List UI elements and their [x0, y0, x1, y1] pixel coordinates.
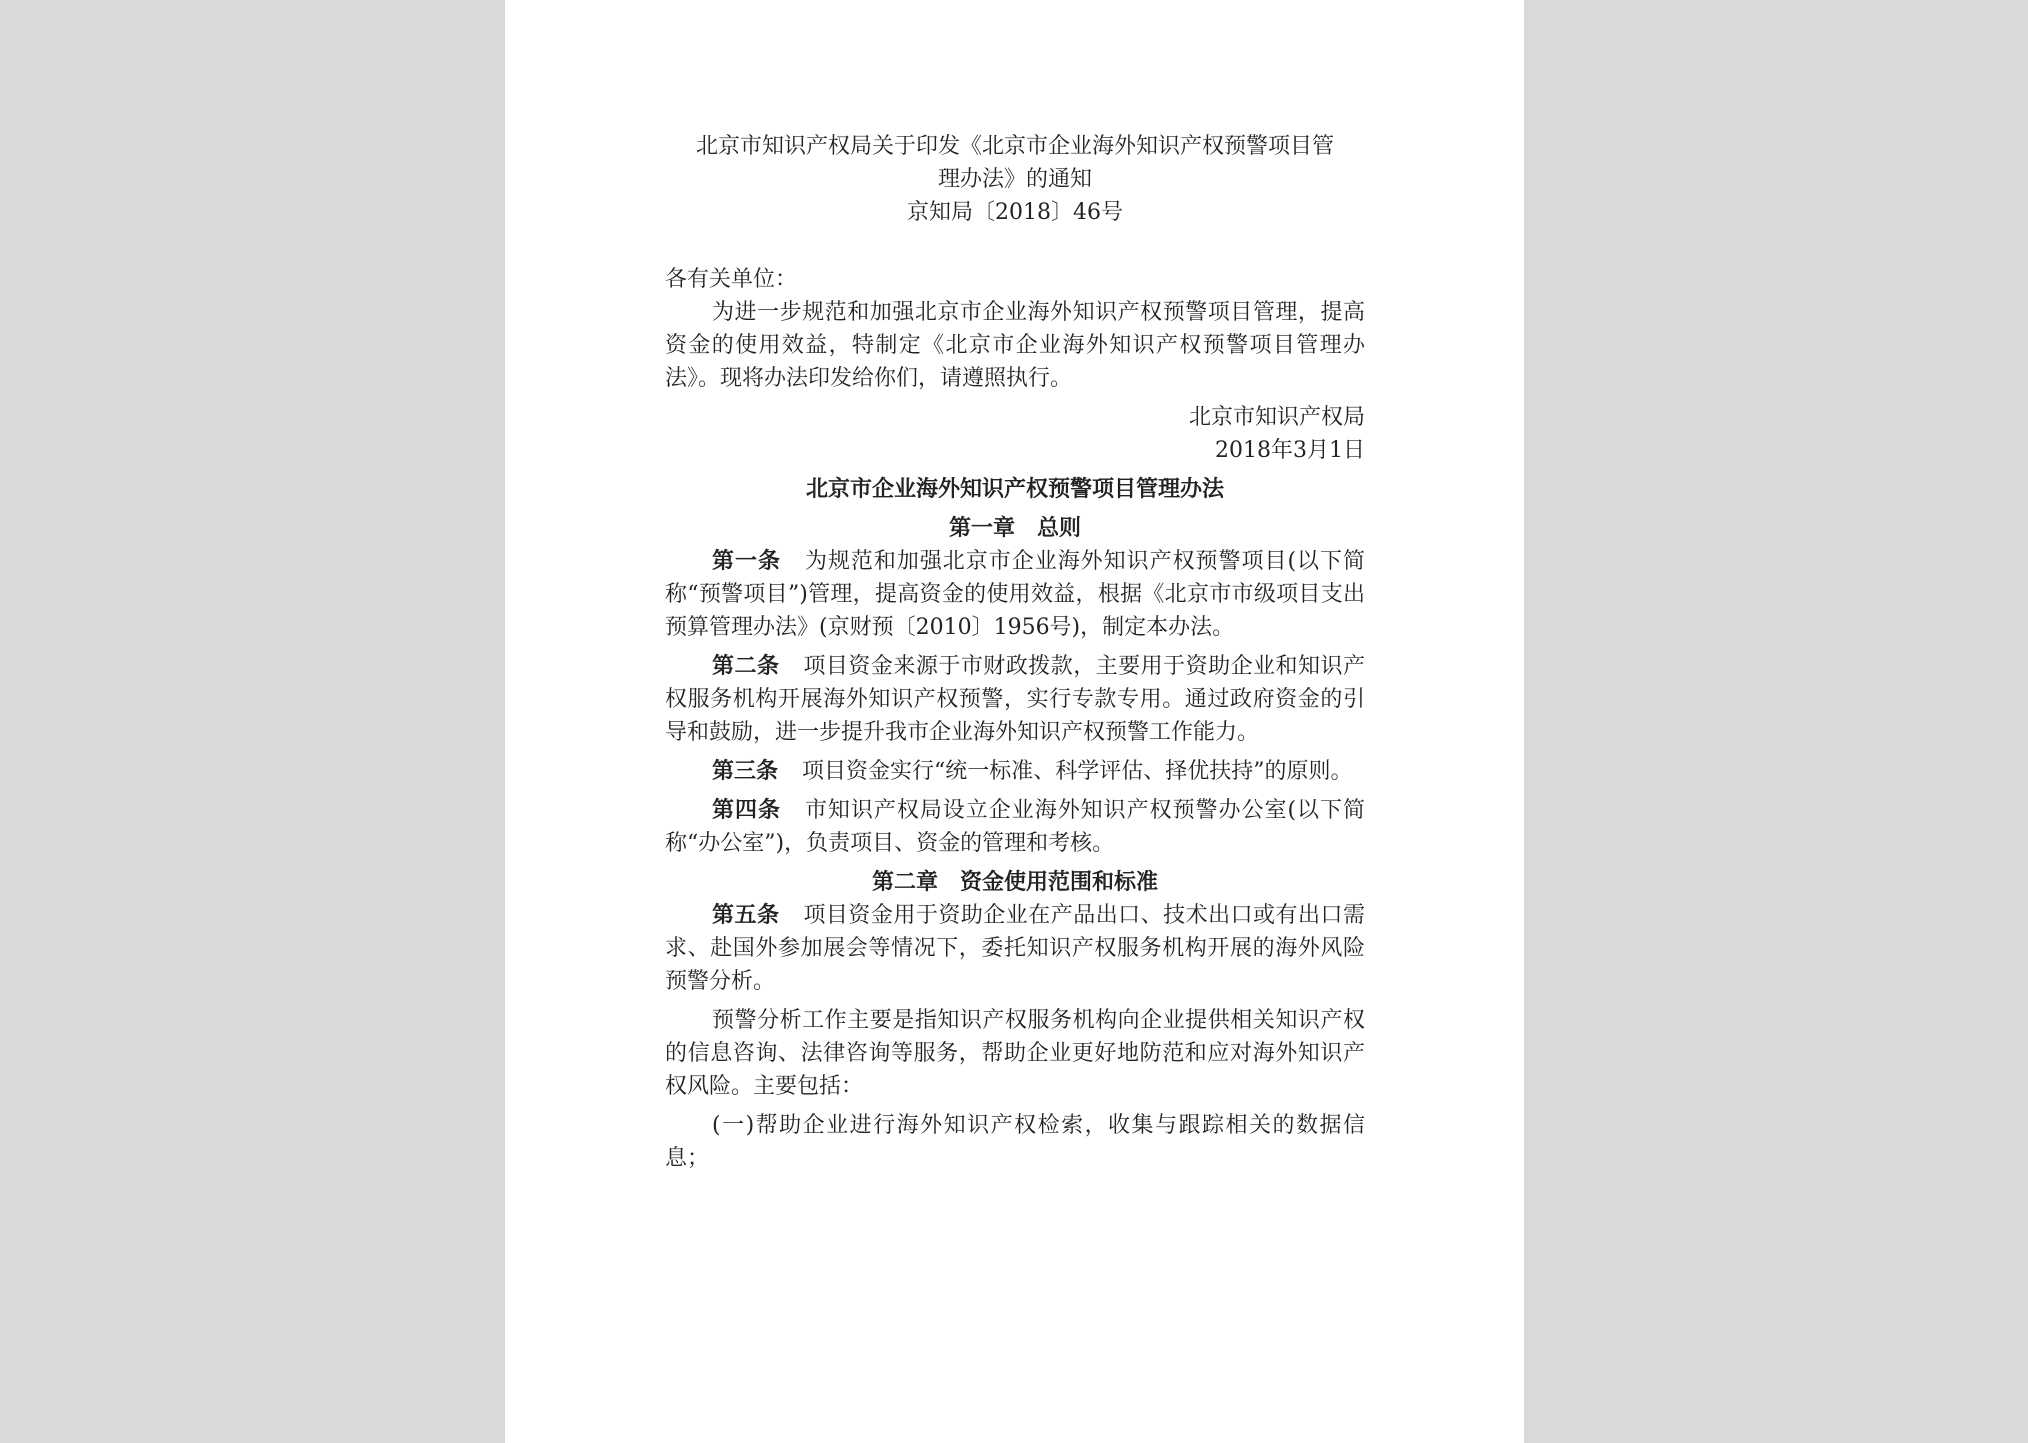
- article-5-label: 第五条: [712, 902, 780, 928]
- notice-date: 2018年3月1日: [1215, 438, 1365, 463]
- chapter-2-heading: 第二章 资金使用范围和标准: [871, 869, 1158, 895]
- article-2: [665, 650, 1365, 749]
- analysis-paragraph: 预警分析工作主要是指知识产权服务机构向企业提供相关知识产权的信息咨询、法律咨询等服务，帮助企业更好地防范和应对海外知识产权风险。主要包括：: [665, 1008, 1365, 1099]
- measures-title: 北京市企业海外知识产权预警项目管理办法: [805, 476, 1224, 502]
- article-3-text: 项目资金实行“统一标准、科学评估、择优扶持”的原则。: [802, 759, 1353, 784]
- article-2-text: 项目资金来源于市财政拨款，主要用于资助企业和知识产权服务机构开展海外知识产权预警，实行专款专用。通过政府资金的引导和鼓励，进一步提升我市企业海外知识产权预警工作能力。: [665, 654, 1365, 745]
- doc-number: 京知局〔2018〕46号: [907, 200, 1123, 225]
- article-1-label: 第一条: [712, 548, 781, 574]
- article-3: [665, 755, 1365, 788]
- document-page: [505, 0, 1524, 1443]
- article-4-label: 第四条: [712, 797, 781, 823]
- article-2-label: 第二条: [712, 653, 780, 679]
- notice-title-line1: 北京市知识产权局关于印发《北京市企业海外知识产权预警项目管: [695, 134, 1334, 159]
- document-content: [665, 130, 1365, 1181]
- notice-body: 为进一步规范和加强北京市企业海外知识产权预警项目管理，提高资金的使用效益，特制定《北京市企业海外知识产权预警项目管理办法》。现将办法印发给你们，请遵照执行。: [665, 300, 1365, 391]
- article-4-text: 市知识产权局设立企业海外知识产权预警办公室(以下简称“办公室”)，负责项目、资金的管理和考核。: [665, 798, 1365, 856]
- notice-title-line2: 理办法》的通知: [937, 167, 1092, 192]
- salutation: 各有关单位：: [665, 267, 798, 292]
- chapter-1-heading: 第一章 总则: [948, 515, 1081, 541]
- item-1: (一)帮助企业进行海外知识产权检索，收集与跟踪相关的数据信息；: [665, 1113, 1365, 1171]
- signature: 北京市知识产权局: [1188, 405, 1365, 430]
- article-5-text: 项目资金用于资助企业在产品出口、技术出口或有出口需求、赴国外参加展会等情况下，委托知识产权服务机构开展的海外风险预警分析。: [665, 903, 1365, 994]
- article-1-text: 为规范和加强北京市企业海外知识产权预警项目(以下简称“预警项目”)管理，提高资金的使用效益，根据《北京市市级项目支出预算管理办法》(京财预〔2010〕1956号)，制定本办法。: [665, 549, 1365, 640]
- article-5: [665, 899, 1365, 998]
- article-3-label: 第三条: [712, 758, 779, 784]
- article-1: [665, 545, 1365, 644]
- article-4: [665, 794, 1365, 860]
